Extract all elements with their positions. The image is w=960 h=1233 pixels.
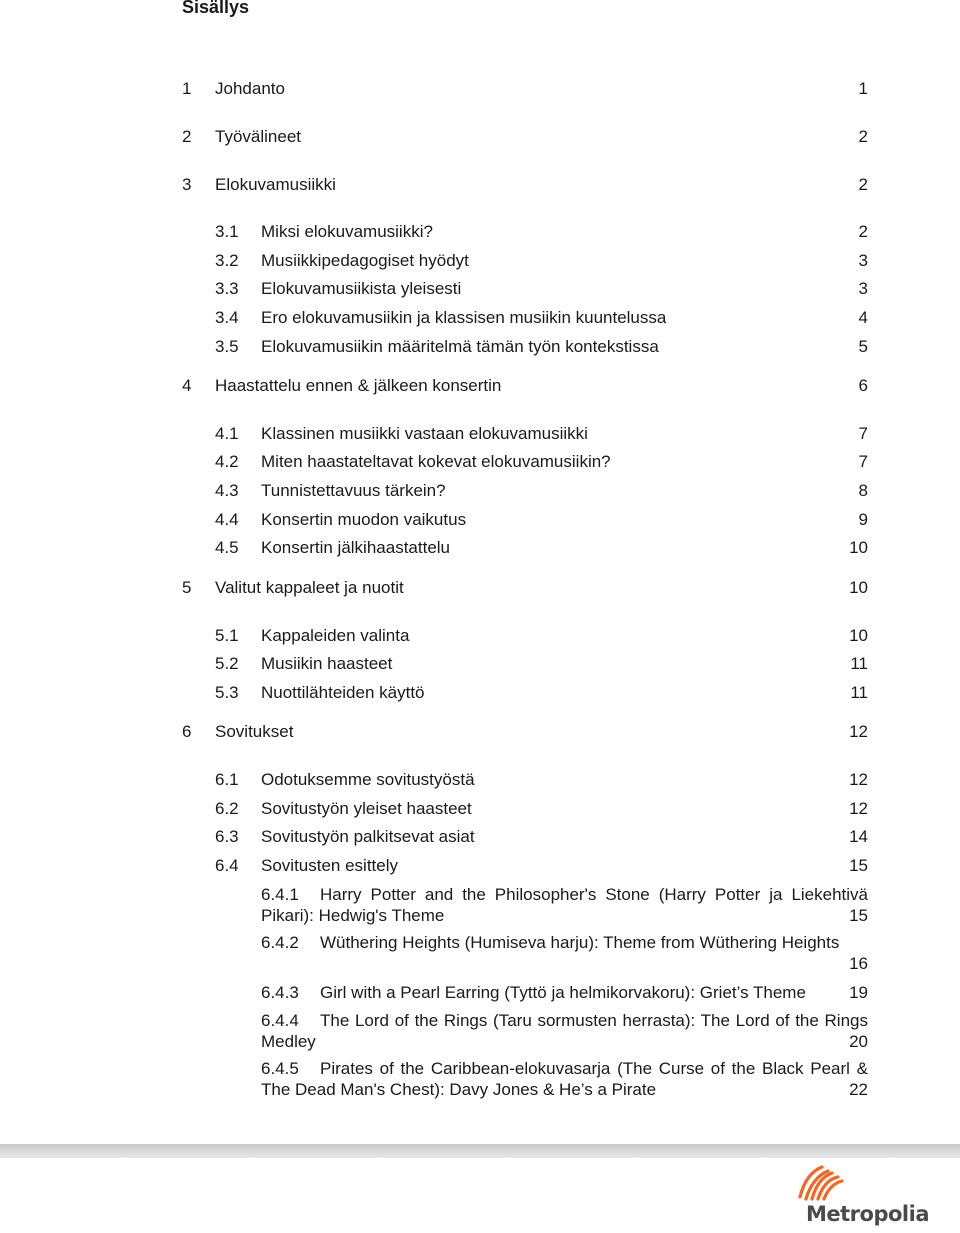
toc-number: 5	[182, 578, 192, 597]
toc-entry[interactable]	[261, 932, 868, 974]
toc-number: 1	[182, 79, 192, 98]
toc-page-number: 10	[849, 578, 868, 597]
toc-page-number: 20	[849, 1032, 868, 1051]
toc-number: 3.4	[215, 308, 239, 327]
toc-entry[interactable]	[261, 1010, 868, 1052]
toc-number: 6.4.1	[261, 885, 299, 904]
toc-title-continued: Pikari): Hedwig's Theme	[261, 906, 445, 925]
toc-title: Konsertin jälkihaastattelu	[261, 538, 451, 557]
toc-title: Klassinen musiikki vastaan elokuvamusiikki	[261, 424, 588, 443]
toc-page-number: 7	[858, 452, 868, 471]
toc-number: 3.2	[215, 251, 239, 270]
toc-number: 3.1	[215, 222, 239, 241]
toc-page-number: 12	[849, 722, 868, 741]
toc-number: 6.1	[215, 770, 239, 789]
toc-title: Tunnistettavuus tärkein?	[261, 481, 446, 500]
toc-number: 6.4.3	[261, 983, 299, 1002]
toc-page-number: 4	[858, 308, 868, 327]
toc-number: 6.4.2	[261, 933, 299, 952]
toc-entry[interactable]	[261, 884, 868, 926]
toc-number: 4.5	[215, 538, 239, 557]
toc-page-number: 2	[858, 127, 868, 146]
toc-number: 5.2	[215, 654, 239, 673]
logo-text: Metropolia	[806, 1202, 929, 1226]
toc-number: 4.4	[215, 510, 239, 529]
toc-page-number: 22	[849, 1080, 868, 1099]
toc-title: Girl with a Pearl Earring (Tyttö ja helmikorvakoru): Griet’s Theme	[320, 983, 806, 1002]
toc-number: 3.3	[215, 279, 239, 298]
toc-page-number: 15	[849, 856, 868, 875]
toc-page-number: 12	[849, 799, 868, 818]
toc-title: Sovitustyön palkitsevat asiat	[261, 827, 475, 846]
toc-number: 4.2	[215, 452, 239, 471]
toc-title-continued: Medley	[261, 1032, 316, 1051]
toc-title: Työvälineet	[215, 127, 301, 146]
toc-number: 4	[182, 376, 192, 395]
toc-title: Pirates of the Caribbean-elokuvasarja (The Curse of the Black Pearl &	[320, 1059, 868, 1078]
toc-page-number: 3	[858, 279, 868, 298]
toc-title: Sovitukset	[215, 722, 294, 741]
toc-title: Wüthering Heights (Humiseva harju): Theme from Wüthering Heights	[320, 933, 840, 952]
toc-page-number: 11	[850, 654, 868, 673]
toc-title: The Lord of the Rings (Taru sormusten herrasta): The Lord of the Rings	[320, 1011, 868, 1030]
toc-number: 5.1	[215, 626, 239, 645]
toc-title: Odotuksemme sovitustyöstä	[261, 770, 475, 789]
toc-page-number: 7	[858, 424, 868, 443]
toc-number: 2	[182, 127, 192, 146]
toc-title: Miten haastateltavat kokevat elokuvamusiikin?	[261, 452, 611, 471]
toc-title: Johdanto	[215, 79, 285, 98]
toc-number: 6.4.5	[261, 1059, 299, 1078]
toc-entry[interactable]	[261, 982, 868, 1003]
toc-page-number: 5	[858, 337, 868, 356]
toc-title: Miksi elokuvamusiikki?	[261, 222, 433, 241]
toc-page-number: 9	[858, 510, 868, 529]
toc-title: Haastattelu ennen & jälkeen konsertin	[215, 376, 502, 395]
toc-page-number: 16	[849, 954, 868, 973]
toc-page-number: 14	[849, 827, 868, 846]
toc-number: 4.1	[215, 424, 239, 443]
toc-title: Elokuvamusiikki	[215, 175, 336, 194]
toc-title: Musiikin haasteet	[261, 654, 393, 673]
toc-title: Konsertin muodon vaikutus	[261, 510, 467, 529]
toc-page-number: 6	[858, 376, 868, 395]
toc-page-number: 2	[858, 175, 868, 194]
toc-number: 5.3	[215, 683, 239, 702]
toc-number: 3	[182, 175, 192, 194]
toc-page-number: 12	[849, 770, 868, 789]
toc-page-number: 2	[858, 222, 868, 241]
toc-entry[interactable]	[261, 1058, 868, 1100]
toc-number: 3.5	[215, 337, 239, 356]
toc-title: Kappaleiden valinta	[261, 626, 410, 645]
toc-number: 6.4.4	[261, 1011, 299, 1030]
toc-title: Ero elokuvamusiikin ja klassisen musiikin kuuntelussa	[261, 308, 667, 327]
toc-title-continued: The Dead Man's Chest): Davy Jones & He’s a Pirate	[261, 1080, 657, 1099]
toc-page-number: 10	[849, 626, 868, 645]
toc-number: 4.3	[215, 481, 239, 500]
toc-page-number: 3	[858, 251, 868, 270]
toc-page-number: 15	[849, 906, 868, 925]
toc-page-number: 8	[858, 481, 868, 500]
toc-title: Elokuvamusiikista yleisesti	[261, 279, 462, 298]
toc-page-number: 10	[849, 538, 868, 557]
toc-title: Elokuvamusiikin määritelmä tämän työn kontekstissa	[261, 337, 659, 356]
toc-page-number: 19	[849, 983, 868, 1002]
toc-title: Nuottilähteiden käyttö	[261, 683, 425, 702]
toc-number: 6.3	[215, 827, 239, 846]
toc-title: Harry Potter and the Philosopher's Stone (Harry Potter ja Liekehtivä	[320, 885, 868, 904]
toc-number: 6	[182, 722, 192, 741]
toc-number: 6.2	[215, 799, 239, 818]
page-title: Sisällys	[182, 0, 250, 17]
toc-number: 6.4	[215, 856, 239, 875]
toc-page-number: 11	[850, 683, 868, 702]
toc-page-number: 1	[858, 79, 868, 98]
footer-divider	[0, 1144, 960, 1158]
toc-title: Sovitustyön yleiset haasteet	[261, 799, 472, 818]
toc-title: Musiikkipedagogiset hyödyt	[261, 251, 469, 270]
toc-title: Sovitusten esittely	[261, 856, 399, 875]
toc-title: Valitut kappaleet ja nuotit	[215, 578, 404, 597]
